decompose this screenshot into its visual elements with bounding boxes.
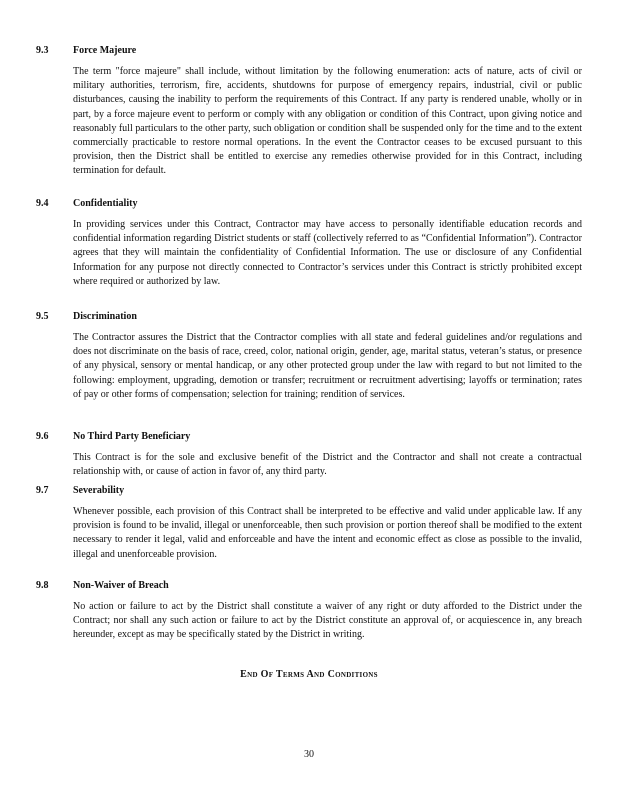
section-number: 9.8 [36,580,49,591]
section-number: 9.4 [36,198,49,209]
section-heading: No Third Party Beneficiary [73,431,191,442]
section-heading: Discrimination [73,311,137,322]
section-number: 9.6 [36,431,49,442]
section-body: In providing services under this Contract, Contractor may have access to personally identifiable education records and confidential information regarding District students or staff (collectively referred to as “Confidential Information”). Contractor agrees that they will maintain the confidentiality of Confidential Information. The use or disclosure of any Confidential Information for any purpose not directly connected to Contractor’s services under this Contract is strictly prohibited except where required or authorized by law. [73,219,582,287]
end-of-terms-heading: End Of Terms And Conditions [240,669,378,680]
section-number: 9.5 [36,311,49,322]
section-heading: Confidentiality [73,198,138,209]
section-heading: Non-Waiver of Breach [73,580,169,591]
section-heading: Force Majeure [73,45,137,56]
section-body: The Contractor assures the District that the Contractor complies with all state and federal guidelines and/or regulations and does not discriminate on the basis of race, creed, color, national origin, gender, age, marital status, veteran’s status, or presence of any physical, sensory or mental handicap, or any other protected group under the law with regard to but not limited to the following: employment, upgrading, demotion or transfer; recruitment or recruitment advertising; layoffs or termination; rates of pay or other forms of compensation; selection for training; rendition of services. [73,332,582,400]
section-number: 9.7 [36,485,49,496]
section-body: The term "force majeure" shall include, without limitation by the following enumeration: acts of nature, acts of civil or military authorities, terrorism, fire, accidents, shutdowns for purpose of emergency repairs, industrial, civil or public disturbances, causing the inability to perform the requirements of this Contract. If any party is rendered unable, wholly or in part, by a force majeure event to perform or comply with any obligation or condition of this Contract, upon giving notice and reasonably full particulars to the other party, such obligation or condition shall be suspended only for the time and to the extent commercially practicable to restore normal operations. In the event the Contractor ceases to be excused pursuant to this provision, then the District shall be entitled to exercise any remedies otherwise provided for in this Contract, including termination for default. [73,66,582,177]
section-body: Whenever possible, each provision of this Contract shall be interpreted to be effective and valid under applicable law. If any provision is found to be invalid, illegal or unenforceable, then such provision or portion thereof shall be modified to the extent necessary to render it legal, valid and enforceable and have the intent and economic effect as close as possible to the invalid, illegal and unenforceable provision. [73,506,582,560]
page-number: 30 [304,749,314,760]
section-body: No action or failure to act by the District shall constitute a waiver of any right or duty afforded to the District under the Contract; nor shall any such action or failure to act by the District constitute an approval of, or acquiescence in, any breach hereunder, except as may be specifically stated by the District in writing. [73,601,582,641]
section-number: 9.3 [36,45,49,56]
section-heading: Severability [73,485,125,496]
section-body: This Contract is for the sole and exclusive benefit of the District and the Contractor and shall not create a contractual relationship with, or cause of action in favor of, any third party. [73,452,582,478]
